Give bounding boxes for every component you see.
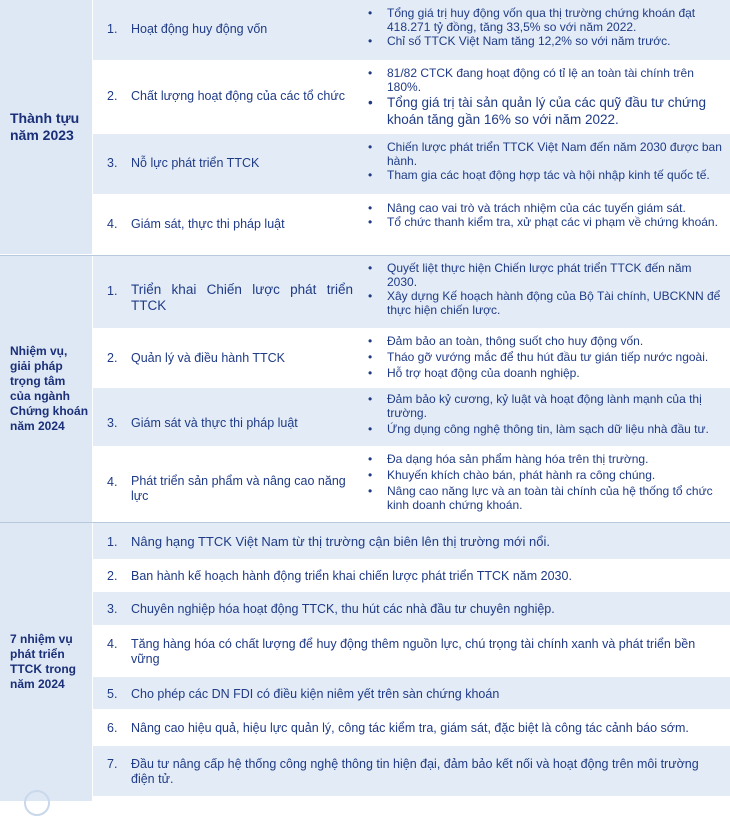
table-row xyxy=(93,61,730,133)
row-number: 1. xyxy=(107,22,118,36)
section-label-line: 7 nhiệm vụ xyxy=(10,632,73,646)
section-label-line: năm 2023 xyxy=(10,127,74,143)
section-label-line: TTCK trong xyxy=(10,662,76,676)
row-text: Nâng cao hiệu quả, hiệu lực quản lý, công tác kiểm tra, giám sát, đặc biệt là công tác cảnh báo sớm. xyxy=(131,721,689,735)
row-number: 4. xyxy=(107,637,118,651)
table-row xyxy=(93,256,730,328)
row-text: Đầu tư nâng cấp hệ thống công nghệ thông tin hiện đại, đảm bảo kết nối và hoạt động trên môi trường điện tử. xyxy=(131,757,699,786)
section-label-line: trọng tâm xyxy=(10,374,66,388)
row-title: Triển khai Chiến lược phát triển TTCK xyxy=(131,282,353,313)
row-title: Phát triển sản phẩm và nâng cao năng lực xyxy=(131,474,346,503)
list-item: • Nâng cao vai trò và trách nhiệm của các tuyến giám sát. xyxy=(363,201,723,215)
list-item: • Tháo gỡ vướng mắc để thu hút đầu tư gián tiếp nước ngoài. xyxy=(363,350,723,364)
row-number: 4. xyxy=(107,217,118,231)
row-number: 2. xyxy=(107,569,118,583)
table-row xyxy=(93,523,730,559)
bullet-list xyxy=(363,140,723,182)
section-label-line: Thành tựu xyxy=(10,110,80,126)
list-item: • Đảm bảo kỷ cương, kỷ luật và hoạt động lành mạnh của thị trường. xyxy=(363,392,723,420)
row-number: 2. xyxy=(107,351,118,365)
list-item: • Tổ chức thanh kiểm tra, xử phạt các vi phạm về chứng khoán. xyxy=(363,215,723,229)
table-row xyxy=(93,0,730,60)
row-number: 5. xyxy=(107,687,118,701)
list-item: • Ứng dụng công nghệ thông tin, làm sạch dữ liệu nhà đầu tư. xyxy=(363,422,723,436)
row-number: 1. xyxy=(107,535,118,549)
row-number: 3. xyxy=(107,156,118,170)
row-title: Giám sát và thực thi pháp luật xyxy=(131,416,298,430)
table-row xyxy=(93,710,730,745)
table-row xyxy=(93,677,730,709)
row-number: 3. xyxy=(107,416,118,430)
bullet-list xyxy=(363,261,723,317)
row-title: Chất lượng hoạt động của các tổ chức xyxy=(131,89,345,103)
row-number: 3. xyxy=(107,602,118,616)
list-item: • Chỉ số TTCK Việt Nam tăng 12,2% so với năm trước. xyxy=(363,34,723,48)
bullet-list xyxy=(363,66,723,128)
table-row xyxy=(93,560,730,591)
list-item: • Quyết liệt thực hiện Chiến lược phát triển TTCK đến năm 2030. xyxy=(363,261,723,289)
section-label-line: năm 2024 xyxy=(10,677,65,691)
table-row xyxy=(93,746,730,796)
list-item: • Tổng giá trị tài sản quản lý của các quỹ đầu tư chứng khoán tăng gần 16% so với năm 2022. xyxy=(363,94,723,128)
list-item: • Chiến lược phát triển TTCK Việt Nam đến năm 2030 được ban hành. xyxy=(363,140,723,168)
bullet-list xyxy=(363,201,723,229)
table-row xyxy=(93,134,730,194)
row-title: Hoạt động huy động vốn xyxy=(131,22,268,36)
table-row xyxy=(93,592,730,625)
section-label-line: của ngành xyxy=(10,389,71,403)
list-item: • Xây dựng Kế hoạch hành động của Bộ Tài chính, UBCKNN để thực hiện chiến lược. xyxy=(363,289,723,317)
list-item: • Tham gia các hoạt động hợp tác và hội nhập kinh tế quốc tế. xyxy=(363,168,723,182)
list-item: • Đảm bảo an toàn, thông suốt cho huy động vốn. xyxy=(363,334,723,348)
section-label-line: giải pháp xyxy=(10,359,63,373)
row-number: 4. xyxy=(107,475,118,489)
section-label xyxy=(0,523,92,801)
bullet-list xyxy=(363,452,723,512)
list-item: • Đa dạng hóa sản phẩm hàng hóa trên thị trường. xyxy=(363,452,723,466)
section-label xyxy=(0,0,92,254)
row-text: Nâng hạng TTCK Việt Nam từ thị trường cận biên lên thị trường mới nổi. xyxy=(131,534,551,549)
row-title: Quản lý và điều hành TTCK xyxy=(131,351,286,365)
table-row xyxy=(93,626,730,676)
table-row xyxy=(93,329,730,387)
table-row xyxy=(93,388,730,446)
section-label-line: Chứng khoán xyxy=(10,404,89,418)
table-row xyxy=(93,195,730,254)
row-number: 7. xyxy=(107,757,118,771)
list-item: • Nâng cao năng lực và an toàn tài chính của hệ thống tổ chức kinh doanh chứng khoán. xyxy=(363,484,723,512)
section-label-line: năm 2024 xyxy=(10,419,65,433)
decorative-circle xyxy=(24,790,50,816)
bullet-list xyxy=(363,392,723,436)
row-text: Tăng hàng hóa có chất lượng để huy động thêm nguồn lực, chú trọng tài chính xanh và phát triển bền vững xyxy=(131,637,696,666)
table-row xyxy=(93,447,730,521)
section-label xyxy=(0,256,92,522)
row-number: 6. xyxy=(107,721,118,735)
section-label-line: Nhiệm vụ, xyxy=(10,344,68,358)
row-title: Giám sát, thực thi pháp luật xyxy=(131,217,285,231)
bullet-list xyxy=(363,334,723,380)
list-item: • Khuyến khích chào bán, phát hành ra công chúng. xyxy=(363,468,723,482)
bullet-list xyxy=(363,6,723,48)
list-item: • 81/82 CTCK đang hoạt động có tỉ lệ an toàn tài chính trên 180%. xyxy=(363,66,723,94)
row-number: 1. xyxy=(107,284,118,298)
row-title: Nỗ lực phát triển TTCK xyxy=(131,156,260,170)
list-item: • Hỗ trợ hoạt động của doanh nghiệp. xyxy=(363,366,723,380)
list-item: • Tổng giá trị huy động vốn qua thị trường chứng khoán đạt 418.271 tỷ đồng, tăng 33,5% so với năm 2022. xyxy=(363,6,723,34)
section-label-line: phát triển xyxy=(10,647,65,661)
row-number: 2. xyxy=(107,89,118,103)
row-text: Chuyên nghiệp hóa hoạt động TTCK, thu hút các nhà đầu tư chuyên nghiệp. xyxy=(131,602,555,616)
row-text: Cho phép các DN FDI có điều kiện niêm yết trên sàn chứng khoán xyxy=(131,687,500,701)
row-text: Ban hành kế hoạch hành động triển khai chiến lược phát triển TTCK năm 2030. xyxy=(131,569,572,583)
